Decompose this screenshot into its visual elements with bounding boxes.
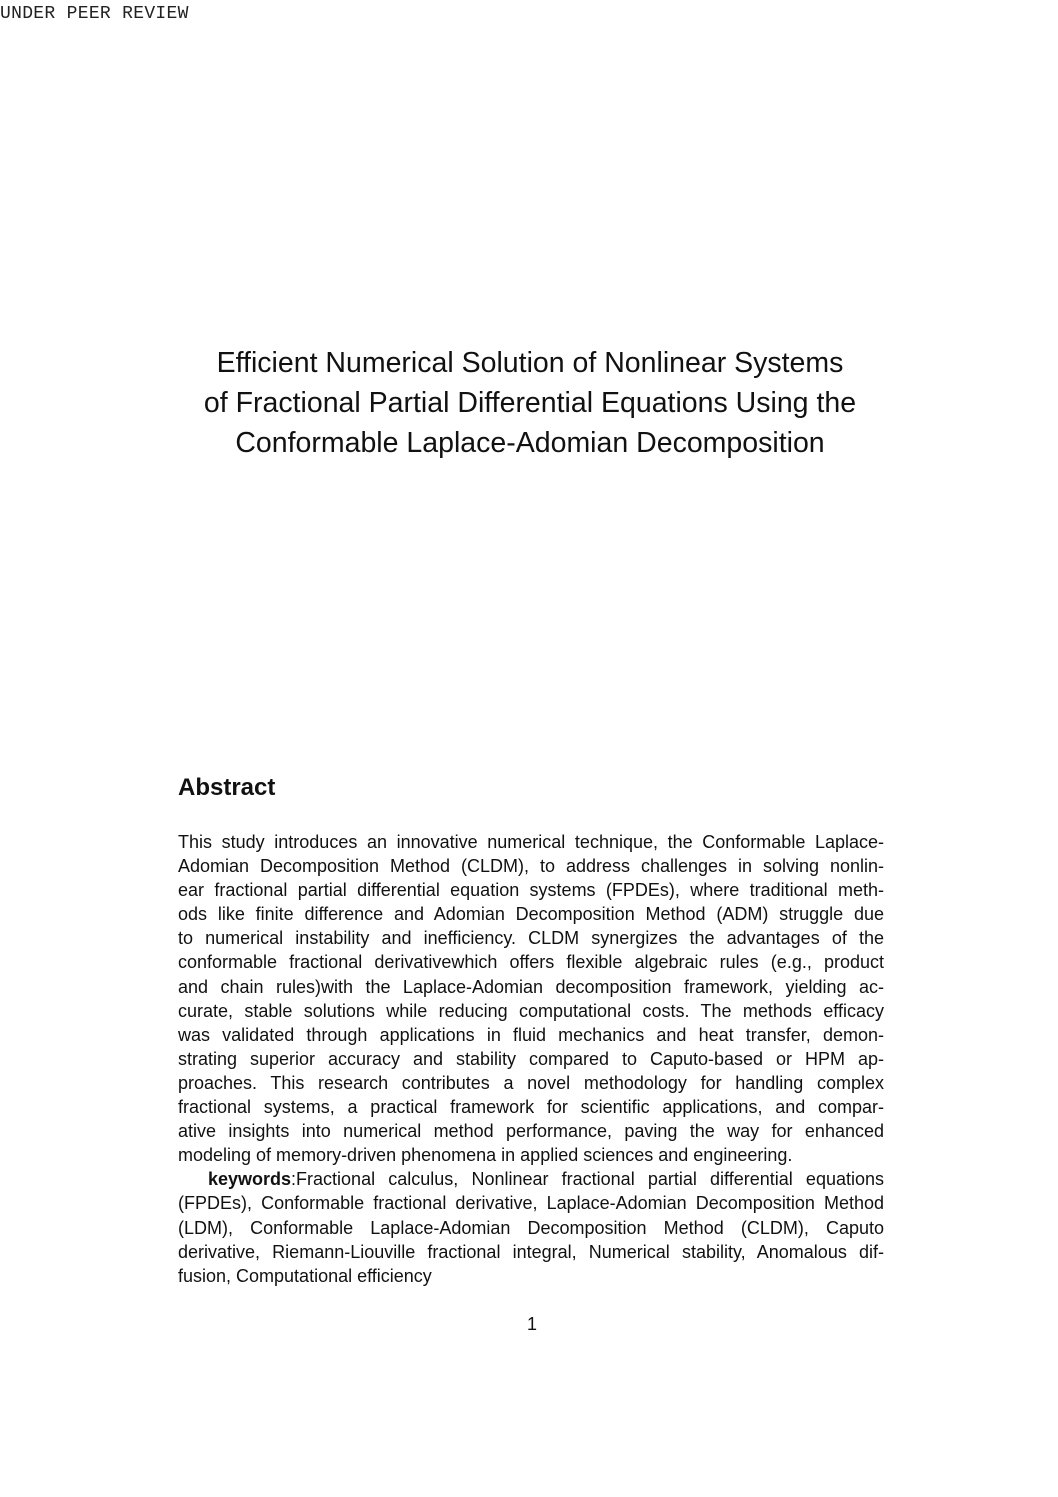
abstract-line: ative insights into numerical method performance, paving the way for enhanced [178, 1121, 884, 1142]
keywords-text: :Fractional calculus, Nonlinear fractional partial differential equations [291, 1169, 884, 1190]
page-number: 1 [526, 1314, 537, 1334]
paper-title [130, 343, 930, 463]
keywords-line: fusion, Computational efficiency [178, 1265, 432, 1286]
abstract-line: curate, stable solutions while reducing computational costs. The methods efficacy [178, 1000, 884, 1021]
title-line: Efficient Numerical Solution of Nonlinear Systems [216, 347, 844, 379]
title-line: of Fractional Partial Differential Equations Using the [203, 387, 857, 419]
abstract-line: proaches. This research contributes a novel methodology for handling complex [178, 1072, 884, 1093]
abstract-line: strating superior accuracy and stability compared to Caputo-based or HPM ap- [178, 1048, 884, 1069]
title-line: Conformable Laplace-Adomian Decomposition [235, 427, 825, 459]
keywords-line [178, 1167, 884, 1191]
abstract-heading: Abstract [178, 774, 276, 801]
abstract-line: Adomian Decomposition Method (CLDM), to address challenges in solving nonlin- [178, 856, 884, 877]
abstract-line: and chain rules)with the Laplace-Adomian decomposition framework, yielding ac- [178, 976, 884, 997]
abstract-line: fractional systems, a practical framework for scientific applications, and compar- [178, 1097, 884, 1118]
abstract-line: modeling of memory-driven phenomena in applied sciences and engineering. [178, 1145, 793, 1166]
keywords-line: derivative, Riemann-Liouville fractional integral, Numerical stability, Anomalous dif- [178, 1241, 884, 1262]
abstract-line: was validated through applications in fluid mechanics and heat transfer, demon- [178, 1024, 884, 1045]
keywords-line: (FPDEs), Conformable fractional derivative, Laplace-Adomian Decomposition Method [178, 1193, 884, 1214]
abstract-line: ear fractional partial differential equation systems (FPDEs), where traditional meth- [178, 880, 884, 901]
keywords-line: (LDM), Conformable Laplace-Adomian Decomposition Method (CLDM), Caputo [178, 1217, 884, 1238]
abstract-line: This study introduces an innovative numerical technique, the Conformable Laplace- [178, 832, 884, 852]
keywords-label: keywords [208, 1169, 292, 1190]
abstract-line: conformable fractional derivativewhich offers flexible algebraic rules (e.g., product [178, 952, 884, 973]
abstract-line: to numerical instability and inefficiency. CLDM synergizes the advantages of the [178, 928, 884, 949]
abstract-line: ods like finite difference and Adomian Decomposition Method (ADM) struggle due [178, 904, 884, 925]
peer-review-watermark: UNDER PEER REVIEW [0, 4, 189, 24]
abstract-body [178, 830, 884, 1288]
